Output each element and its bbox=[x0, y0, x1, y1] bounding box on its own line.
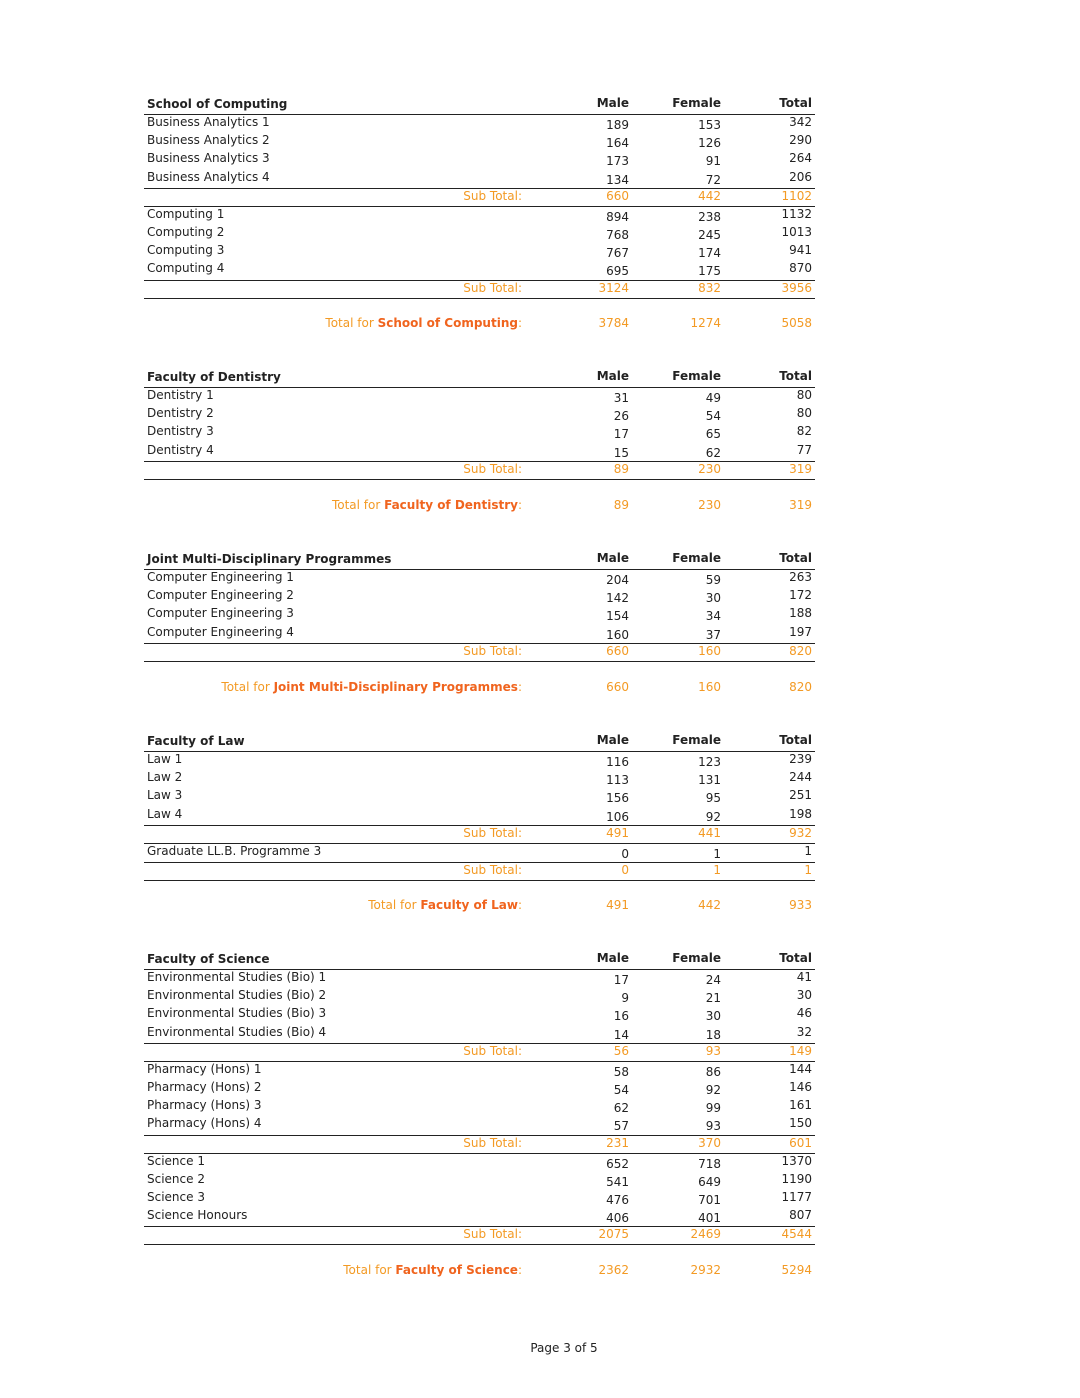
female-count: 99 bbox=[705, 1101, 721, 1116]
subtotal-row bbox=[144, 1136, 815, 1154]
male-count: 154 bbox=[606, 609, 629, 624]
total-count: 77 bbox=[796, 442, 812, 457]
male-count: 106 bbox=[606, 809, 629, 824]
table-row bbox=[144, 1006, 815, 1024]
male-count: 541 bbox=[606, 1174, 629, 1189]
programme-name: Science Honours bbox=[147, 1208, 248, 1223]
subtotal-male: 491 bbox=[606, 825, 629, 840]
female-count: 153 bbox=[698, 118, 721, 132]
subtotal-label: Sub Total: bbox=[463, 1227, 522, 1242]
total-count: 46 bbox=[796, 1006, 812, 1021]
programme-name: Computing 2 bbox=[147, 224, 225, 239]
subtotal-total: 601 bbox=[789, 1135, 812, 1150]
table-row bbox=[144, 625, 815, 644]
subtotal-female: 370 bbox=[698, 1135, 721, 1150]
female-count: 59 bbox=[705, 573, 721, 587]
section-header bbox=[144, 96, 815, 115]
programme-name: Computer Engineering 3 bbox=[147, 606, 294, 621]
male-count: 116 bbox=[606, 755, 629, 769]
male-count: 15 bbox=[613, 445, 629, 460]
total-count: 80 bbox=[796, 406, 812, 421]
programme-name: Environmental Studies (Bio) 2 bbox=[147, 988, 327, 1003]
subtotal-label: Sub Total: bbox=[463, 1043, 522, 1058]
total-count: 244 bbox=[789, 770, 812, 785]
subtotal-female: 160 bbox=[698, 643, 721, 658]
programme-name: Computer Engineering 1 bbox=[147, 570, 294, 584]
total-count: 198 bbox=[789, 806, 812, 821]
faculty-total-label bbox=[343, 1263, 522, 1277]
programme-name: Computing 3 bbox=[147, 243, 225, 258]
male-count: 204 bbox=[606, 573, 629, 587]
faculty-total-male: 2362 bbox=[598, 1263, 629, 1277]
column-header-male: Male bbox=[596, 551, 629, 565]
subtotal-female: 230 bbox=[698, 461, 721, 476]
female-count: 65 bbox=[705, 427, 721, 442]
section-title: Joint Multi-Disciplinary Programmes bbox=[147, 552, 392, 566]
subtotal-total: 319 bbox=[789, 461, 812, 476]
subtotal-total: 1102 bbox=[781, 188, 812, 203]
female-count: 175 bbox=[698, 264, 721, 279]
column-header-total: Total bbox=[779, 369, 812, 383]
table-row bbox=[144, 151, 815, 169]
total-suffix: : bbox=[517, 680, 522, 694]
table-row bbox=[144, 1208, 815, 1227]
female-count: 93 bbox=[705, 1119, 721, 1134]
programme-name: Pharmacy (Hons) 4 bbox=[147, 1116, 262, 1131]
male-count: 189 bbox=[606, 118, 629, 132]
subtotal-female: 2469 bbox=[690, 1227, 721, 1242]
male-count: 767 bbox=[606, 246, 629, 261]
programme-name: Pharmacy (Hons) 2 bbox=[147, 1079, 262, 1094]
subtotal-male: 89 bbox=[613, 461, 629, 476]
male-count: 17 bbox=[613, 427, 629, 442]
faculty-total-female: 1274 bbox=[690, 316, 721, 330]
subtotal-row bbox=[144, 826, 815, 844]
female-count: 24 bbox=[705, 973, 721, 987]
total-suffix: : bbox=[517, 898, 522, 912]
faculty-total-label bbox=[368, 898, 522, 912]
male-count: 406 bbox=[606, 1211, 629, 1226]
subtotal-male: 0 bbox=[621, 862, 629, 877]
total-count: 1177 bbox=[781, 1189, 812, 1204]
column-header-male: Male bbox=[596, 369, 629, 383]
female-count: 34 bbox=[705, 609, 721, 624]
total-count: 1190 bbox=[781, 1171, 812, 1186]
faculty-total-female: 230 bbox=[698, 498, 721, 512]
subtotal-row bbox=[144, 281, 815, 299]
female-count: 37 bbox=[705, 627, 721, 642]
section-title: Faculty of Science bbox=[147, 952, 270, 966]
column-header-total: Total bbox=[779, 733, 812, 747]
faculty-total-total: 319 bbox=[789, 498, 812, 512]
total-count: 188 bbox=[789, 606, 812, 621]
total-count: 263 bbox=[789, 570, 812, 584]
table-row bbox=[144, 1190, 815, 1208]
programme-name: Dentistry 3 bbox=[147, 424, 214, 439]
total-suffix: : bbox=[517, 1263, 522, 1277]
programme-name: Law 1 bbox=[147, 752, 183, 766]
table-row bbox=[144, 844, 815, 863]
column-header-female: Female bbox=[672, 96, 721, 110]
table-row bbox=[144, 1116, 815, 1135]
subtotal-female: 441 bbox=[698, 825, 721, 840]
total-count: 206 bbox=[789, 169, 812, 184]
column-header-male: Male bbox=[596, 951, 629, 965]
subtotal-male: 231 bbox=[606, 1135, 629, 1150]
column-header-male: Male bbox=[596, 733, 629, 747]
male-count: 142 bbox=[606, 591, 629, 606]
male-count: 164 bbox=[606, 136, 629, 151]
faculty-total-name: Faculty of Science bbox=[395, 1263, 518, 1277]
female-count: 62 bbox=[705, 445, 721, 460]
programme-name: Computer Engineering 4 bbox=[147, 624, 294, 639]
faculty-total-label bbox=[221, 680, 522, 694]
programme-name: Science 3 bbox=[147, 1189, 205, 1204]
male-count: 768 bbox=[606, 227, 629, 242]
male-count: 62 bbox=[613, 1101, 629, 1116]
section-header bbox=[144, 733, 815, 752]
subtotal-row bbox=[144, 644, 815, 662]
table-row bbox=[144, 770, 815, 788]
male-count: 113 bbox=[606, 773, 629, 788]
female-count: 1 bbox=[713, 846, 721, 861]
programme-name: Computing 4 bbox=[147, 261, 225, 276]
table-row bbox=[144, 388, 815, 406]
subtotal-label: Sub Total: bbox=[463, 1135, 522, 1150]
section-title: Faculty of Law bbox=[147, 734, 245, 748]
total-prefix: Total for bbox=[221, 680, 274, 694]
female-count: 30 bbox=[705, 1009, 721, 1024]
faculty-total-row bbox=[144, 1263, 815, 1281]
subtotal-male: 56 bbox=[613, 1043, 629, 1058]
table-row bbox=[144, 1025, 815, 1044]
subtotal-total: 932 bbox=[789, 825, 812, 840]
total-count: 30 bbox=[796, 988, 812, 1003]
total-count: 290 bbox=[789, 133, 812, 148]
faculty-section bbox=[144, 96, 815, 299]
table-row bbox=[144, 261, 815, 280]
subtotal-female: 1 bbox=[713, 862, 721, 877]
subtotal-male: 660 bbox=[606, 188, 629, 203]
table-row bbox=[144, 225, 815, 243]
faculty-section bbox=[144, 733, 815, 881]
table-row bbox=[144, 443, 815, 462]
faculty-total-total: 5058 bbox=[781, 316, 812, 330]
female-count: 92 bbox=[705, 1082, 721, 1097]
table-row bbox=[144, 1154, 815, 1172]
male-count: 26 bbox=[613, 409, 629, 424]
faculty-total-male: 89 bbox=[613, 498, 629, 512]
male-count: 894 bbox=[606, 209, 629, 224]
section-header bbox=[144, 369, 815, 388]
male-count: 160 bbox=[606, 627, 629, 642]
table-row bbox=[144, 570, 815, 588]
table-row bbox=[144, 970, 815, 988]
faculty-total-name: Faculty of Dentistry bbox=[384, 498, 518, 512]
faculty-section bbox=[144, 551, 815, 662]
table-row bbox=[144, 170, 815, 189]
male-count: 476 bbox=[606, 1192, 629, 1207]
total-count: 161 bbox=[789, 1098, 812, 1113]
total-count: 172 bbox=[789, 588, 812, 603]
table-row bbox=[144, 588, 815, 606]
programme-name: Environmental Studies (Bio) 1 bbox=[147, 970, 327, 984]
table-row bbox=[144, 207, 815, 225]
programme-name: Dentistry 2 bbox=[147, 406, 214, 421]
column-header-total: Total bbox=[779, 551, 812, 565]
total-count: 41 bbox=[796, 970, 812, 984]
faculty-section bbox=[144, 951, 815, 1245]
column-header-female: Female bbox=[672, 951, 721, 965]
male-count: 31 bbox=[613, 391, 629, 405]
female-count: 131 bbox=[698, 773, 721, 788]
total-count: 144 bbox=[789, 1061, 812, 1076]
faculty-total-name: Faculty of Law bbox=[420, 898, 518, 912]
female-count: 238 bbox=[698, 209, 721, 224]
section-header bbox=[144, 551, 815, 570]
total-count: 342 bbox=[789, 115, 812, 129]
subtotal-label: Sub Total: bbox=[463, 825, 522, 840]
programme-name: Environmental Studies (Bio) 3 bbox=[147, 1006, 327, 1021]
faculty-total-row bbox=[144, 316, 815, 334]
female-count: 18 bbox=[705, 1027, 721, 1042]
programme-name: Business Analytics 2 bbox=[147, 133, 270, 148]
female-count: 701 bbox=[698, 1192, 721, 1207]
subtotal-male: 3124 bbox=[598, 280, 629, 295]
programme-name: Business Analytics 1 bbox=[147, 115, 270, 129]
programme-name: Computing 1 bbox=[147, 206, 225, 221]
female-count: 72 bbox=[705, 172, 721, 187]
programme-name: Computer Engineering 2 bbox=[147, 588, 294, 603]
female-count: 174 bbox=[698, 246, 721, 261]
female-count: 92 bbox=[705, 809, 721, 824]
table-row bbox=[144, 243, 815, 261]
female-count: 21 bbox=[705, 991, 721, 1006]
table-row bbox=[144, 406, 815, 424]
female-count: 49 bbox=[705, 391, 721, 405]
table-row bbox=[144, 788, 815, 806]
male-count: 652 bbox=[606, 1156, 629, 1171]
subtotal-total: 4544 bbox=[781, 1227, 812, 1242]
table-row bbox=[144, 807, 815, 826]
subtotal-male: 2075 bbox=[598, 1227, 629, 1242]
subtotal-total: 1 bbox=[804, 862, 812, 877]
column-header-female: Female bbox=[672, 733, 721, 747]
subtotal-label: Sub Total: bbox=[463, 643, 522, 658]
subtotal-total: 149 bbox=[789, 1043, 812, 1058]
male-count: 0 bbox=[621, 846, 629, 861]
male-count: 58 bbox=[613, 1064, 629, 1079]
programme-name: Law 2 bbox=[147, 770, 183, 785]
faculty-total-female: 160 bbox=[698, 680, 721, 694]
faculty-total-total: 5294 bbox=[781, 1263, 812, 1277]
subtotal-row bbox=[144, 1227, 815, 1245]
programme-name: Pharmacy (Hons) 1 bbox=[147, 1061, 262, 1076]
total-prefix: Total for bbox=[331, 498, 385, 512]
male-count: 173 bbox=[606, 154, 629, 169]
total-count: 1370 bbox=[781, 1153, 812, 1168]
faculty-total-label bbox=[325, 316, 522, 330]
female-count: 649 bbox=[698, 1174, 721, 1189]
subtotal-label: Sub Total: bbox=[463, 188, 522, 203]
subtotal-row bbox=[144, 1044, 815, 1062]
total-prefix: Total for bbox=[368, 898, 421, 912]
faculty-total-male: 3784 bbox=[598, 316, 629, 330]
female-count: 401 bbox=[698, 1211, 721, 1226]
subtotal-total: 820 bbox=[789, 643, 812, 658]
faculty-total-label bbox=[332, 498, 522, 512]
female-count: 30 bbox=[705, 591, 721, 606]
table-row bbox=[144, 133, 815, 151]
total-prefix: Total for bbox=[325, 316, 378, 330]
female-count: 86 bbox=[705, 1064, 721, 1079]
female-count: 54 bbox=[705, 409, 721, 424]
programme-name: Environmental Studies (Bio) 4 bbox=[147, 1024, 327, 1039]
programme-name: Dentistry 4 bbox=[147, 442, 214, 457]
subtotal-male: 660 bbox=[606, 643, 629, 658]
male-count: 9 bbox=[621, 991, 629, 1006]
total-count: 941 bbox=[789, 243, 812, 258]
table-row bbox=[144, 1080, 815, 1098]
subtotal-row bbox=[144, 462, 815, 480]
total-count: 239 bbox=[789, 752, 812, 766]
table-row bbox=[144, 988, 815, 1006]
male-count: 54 bbox=[613, 1082, 629, 1097]
male-count: 16 bbox=[613, 1009, 629, 1024]
table-row bbox=[144, 1062, 815, 1080]
section-title: School of Computing bbox=[147, 97, 288, 111]
faculty-total-name: School of Computing bbox=[377, 316, 518, 330]
column-header-total: Total bbox=[779, 96, 812, 110]
female-count: 91 bbox=[705, 154, 721, 169]
programme-name: Law 3 bbox=[147, 788, 183, 803]
subtotal-label: Sub Total: bbox=[463, 461, 522, 476]
male-count: 134 bbox=[606, 172, 629, 187]
faculty-total-male: 491 bbox=[606, 898, 629, 912]
female-count: 245 bbox=[698, 227, 721, 242]
total-count: 197 bbox=[789, 624, 812, 639]
table-row bbox=[144, 752, 815, 770]
total-count: 264 bbox=[789, 151, 812, 166]
programme-name: Science 1 bbox=[147, 1153, 205, 1168]
subtotal-row bbox=[144, 189, 815, 207]
male-count: 14 bbox=[613, 1027, 629, 1042]
section-header bbox=[144, 951, 815, 970]
faculty-total-row bbox=[144, 680, 815, 698]
total-count: 82 bbox=[796, 424, 812, 439]
total-prefix: Total for bbox=[343, 1263, 396, 1277]
male-count: 156 bbox=[606, 791, 629, 806]
column-header-male: Male bbox=[596, 96, 629, 110]
programme-name: Business Analytics 4 bbox=[147, 169, 270, 184]
female-count: 126 bbox=[698, 136, 721, 151]
faculty-section bbox=[144, 369, 815, 480]
table-row bbox=[144, 606, 815, 624]
subtotal-female: 832 bbox=[698, 280, 721, 295]
faculty-total-total: 933 bbox=[789, 898, 812, 912]
total-count: 1132 bbox=[781, 206, 812, 221]
column-header-total: Total bbox=[779, 951, 812, 965]
subtotal-female: 93 bbox=[705, 1043, 721, 1058]
programme-name: Graduate LL.B. Programme 3 bbox=[147, 843, 322, 858]
programme-name: Law 4 bbox=[147, 806, 183, 821]
male-count: 57 bbox=[613, 1119, 629, 1134]
faculty-total-male: 660 bbox=[606, 680, 629, 694]
table-row bbox=[144, 424, 815, 442]
female-count: 95 bbox=[705, 791, 721, 806]
subtotal-female: 442 bbox=[698, 188, 721, 203]
programme-name: Business Analytics 3 bbox=[147, 151, 270, 166]
total-count: 807 bbox=[789, 1208, 812, 1223]
male-count: 695 bbox=[606, 264, 629, 279]
column-header-female: Female bbox=[672, 369, 721, 383]
male-count: 17 bbox=[613, 973, 629, 987]
female-count: 718 bbox=[698, 1156, 721, 1171]
total-count: 146 bbox=[789, 1079, 812, 1094]
faculty-total-total: 820 bbox=[789, 680, 812, 694]
column-header-female: Female bbox=[672, 551, 721, 565]
faculty-total-female: 442 bbox=[698, 898, 721, 912]
subtotal-label: Sub Total: bbox=[463, 862, 522, 877]
subtotal-total: 3956 bbox=[781, 280, 812, 295]
total-count: 251 bbox=[789, 788, 812, 803]
subtotal-label: Sub Total: bbox=[463, 280, 522, 295]
female-count: 123 bbox=[698, 755, 721, 769]
table-row bbox=[144, 1098, 815, 1116]
faculty-total-row bbox=[144, 898, 815, 916]
table-row bbox=[144, 1172, 815, 1190]
faculty-total-female: 2932 bbox=[690, 1263, 721, 1277]
total-count: 150 bbox=[789, 1116, 812, 1131]
total-count: 32 bbox=[796, 1024, 812, 1039]
subtotal-row bbox=[144, 863, 815, 881]
faculty-total-name: Joint Multi-Disciplinary Programmes bbox=[273, 680, 518, 694]
total-count: 870 bbox=[789, 261, 812, 276]
total-count: 1013 bbox=[781, 224, 812, 239]
total-count: 1 bbox=[804, 843, 812, 858]
faculty-total-row bbox=[144, 498, 815, 516]
total-count: 80 bbox=[796, 388, 812, 402]
programme-name: Science 2 bbox=[147, 1171, 205, 1186]
programme-name: Dentistry 1 bbox=[147, 388, 214, 402]
total-suffix: : bbox=[517, 316, 522, 330]
table-row bbox=[144, 115, 815, 133]
programme-name: Pharmacy (Hons) 3 bbox=[147, 1098, 262, 1113]
total-suffix: : bbox=[517, 498, 522, 512]
page-number: Page 3 of 5 bbox=[530, 1341, 598, 1355]
section-title: Faculty of Dentistry bbox=[147, 370, 281, 384]
